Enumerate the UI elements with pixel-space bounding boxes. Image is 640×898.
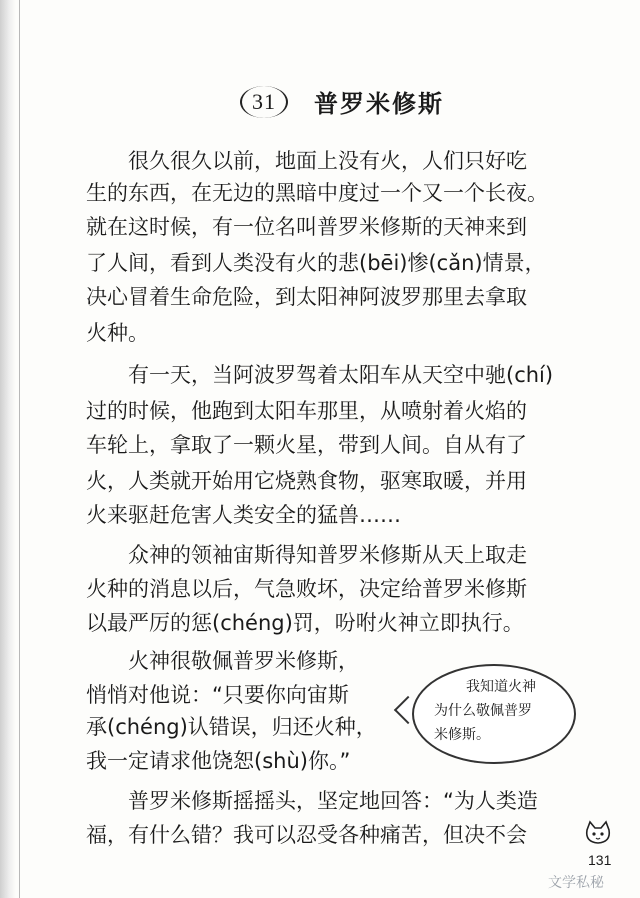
text-line-2: 生的东西，在无边的黑暗中度过一个又一个长夜。 [86, 181, 548, 205]
bubble-text-line-2: 为什么敬佩普罗 [434, 703, 532, 719]
text-line-3: 就在这时候，有一位名叫普罗米修斯的天神来到 [86, 215, 527, 239]
text-line-20: 福，有什么错？我可以忍受各种痛苦，但决不会 [86, 823, 527, 847]
bubble-text-line-3: 米修斯。 [434, 727, 490, 743]
lesson-heading [240, 84, 444, 119]
text-line-11: 火来驱赶危害人类安全的猛兽…… [86, 503, 401, 527]
cat-face-icon [584, 820, 612, 846]
text-line-4: 了人间，看到人类没有火的悲(bēi)惨(cǎn)情景， [86, 251, 546, 275]
text-line-10: 火，人类就开始用它烧熟食物，驱寒取暖，并用 [86, 469, 527, 493]
text-line-6: 火种。 [86, 321, 149, 345]
text-line-18: 我一定请求他饶恕(shù)你。” [86, 749, 351, 773]
text-line-14: 以最严厉的惩(chéng)罚，吩咐火神立即执行。 [86, 611, 524, 635]
text-line-5: 决心冒着生命危险，到太阳神阿波罗那里去拿取 [86, 285, 527, 309]
bubble-text-line-1: 我知道火神 [466, 679, 536, 695]
text-line-16: 悄悄对他说：“只要你向宙斯 [86, 683, 349, 707]
book-spine-shadow [0, 0, 16, 898]
text-line-19: 普罗米修斯摇摇头，坚定地回答：“为人类造 [128, 789, 538, 813]
text-line-17: 承(chéng)认错误，归还火种， [86, 715, 377, 739]
text-line-1: 很久很久以前，地面上没有火，人们只好吃 [128, 149, 527, 173]
page-number: 131 [588, 852, 612, 868]
watermark-text: 文学私秘 [548, 875, 604, 891]
text-line-13: 火种的消息以后，气急败坏，决定给普罗米修斯 [86, 577, 527, 601]
text-line-15: 火神很敬佩普罗米修斯， [128, 649, 359, 673]
spine-line [19, 0, 20, 898]
lesson-title: 普罗米修斯 [314, 90, 444, 118]
lesson-number: 31 [240, 86, 288, 118]
text-line-7: 有一天，当阿波罗驾着太阳车从天空中驰(chí) [128, 363, 554, 387]
text-line-9: 车轮上，拿取了一颗火星，带到人间。自从有了 [86, 433, 527, 457]
text-line-8: 过的时候，他跑到太阳车那里，从喷射着火焰的 [86, 399, 527, 423]
text-line-12: 众神的领袖宙斯得知普罗米修斯从天上取走 [128, 543, 527, 567]
